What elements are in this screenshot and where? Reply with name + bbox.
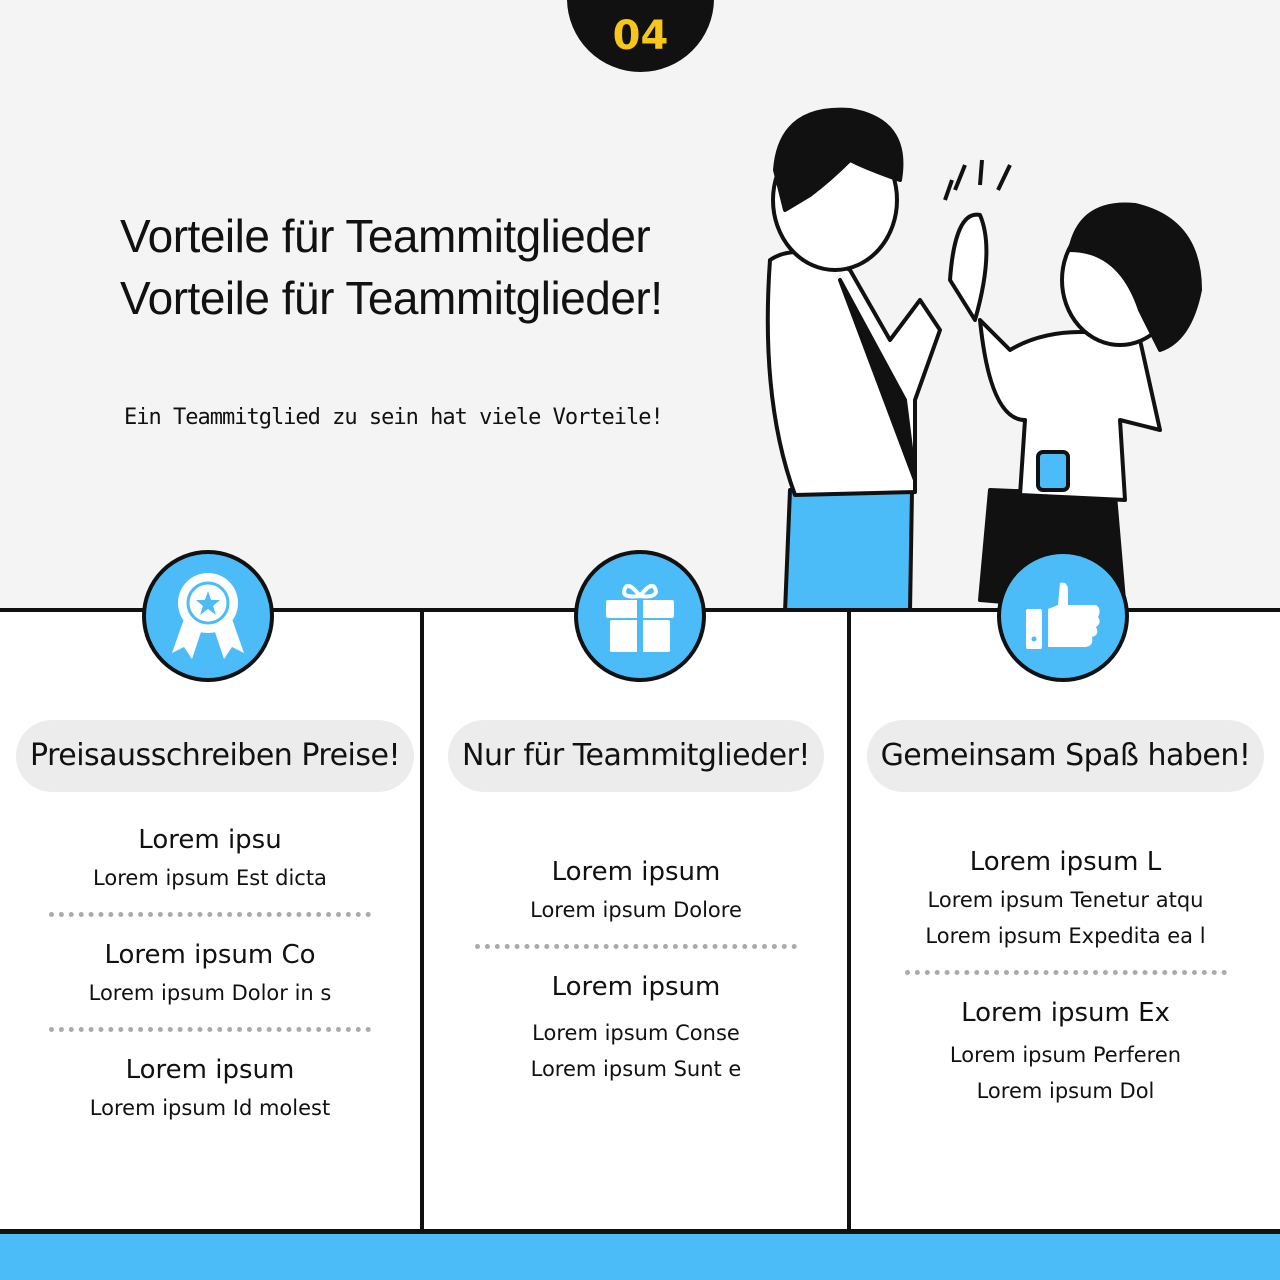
item-text: Lorem ipsum Expedita ea l bbox=[925, 924, 1206, 948]
column-prizes bbox=[0, 720, 420, 1126]
high-five-illustration bbox=[740, 100, 1220, 612]
step-badge: 04 bbox=[567, 0, 714, 72]
item-text: Lorem ipsum Id molest bbox=[89, 1096, 331, 1120]
dotted-divider bbox=[49, 1027, 371, 1032]
dotted-divider bbox=[475, 944, 797, 949]
item-text: Lorem ipsum Conse bbox=[532, 1021, 740, 1045]
column-members-only bbox=[424, 720, 848, 1087]
item-text: Lorem ipsum Est dicta bbox=[93, 866, 327, 890]
item-title: Lorem ipsum L bbox=[969, 847, 1162, 877]
item-title: Lorem ipsu bbox=[138, 825, 282, 855]
item-title: Lorem ipsum Co bbox=[104, 940, 316, 970]
column-heading: Nur für Teammitglieder! bbox=[448, 720, 824, 792]
gift-icon bbox=[574, 550, 706, 682]
item-text: Lorem ipsum Tenetur atqu bbox=[927, 888, 1204, 912]
subtitle: Ein Teammitglied zu sein hat viele Vorteile! bbox=[124, 405, 663, 430]
dotted-divider bbox=[905, 970, 1227, 975]
title-line-1: Vorteile für Teammitglieder bbox=[120, 210, 651, 262]
title-line-2: Vorteile für Teammitglieder! bbox=[120, 272, 663, 324]
footer-bar bbox=[0, 1234, 1280, 1280]
item-text: Lorem ipsum Dol bbox=[976, 1079, 1155, 1103]
item-text: Lorem ipsum Perferen bbox=[949, 1043, 1182, 1067]
item-title: Lorem ipsum bbox=[125, 1055, 295, 1085]
item-text: Lorem ipsum Dolore bbox=[530, 898, 742, 922]
item-text: Lorem ipsum Dolor in s bbox=[88, 981, 332, 1005]
item-title: Lorem ipsum bbox=[551, 972, 721, 1002]
column-heading: Preisausschreiben Preise! bbox=[16, 720, 414, 792]
award-ribbon-icon bbox=[142, 550, 274, 682]
page-title bbox=[120, 205, 663, 329]
column-heading: Gemeinsam Spaß haben! bbox=[867, 720, 1265, 792]
column-fun bbox=[851, 720, 1280, 1109]
thumbs-up-icon bbox=[997, 550, 1129, 682]
item-text: Lorem ipsum Sunt e bbox=[530, 1057, 742, 1081]
item-title: Lorem ipsum bbox=[551, 857, 721, 887]
item-title: Lorem ipsum Ex bbox=[961, 998, 1170, 1028]
dotted-divider bbox=[49, 912, 371, 917]
